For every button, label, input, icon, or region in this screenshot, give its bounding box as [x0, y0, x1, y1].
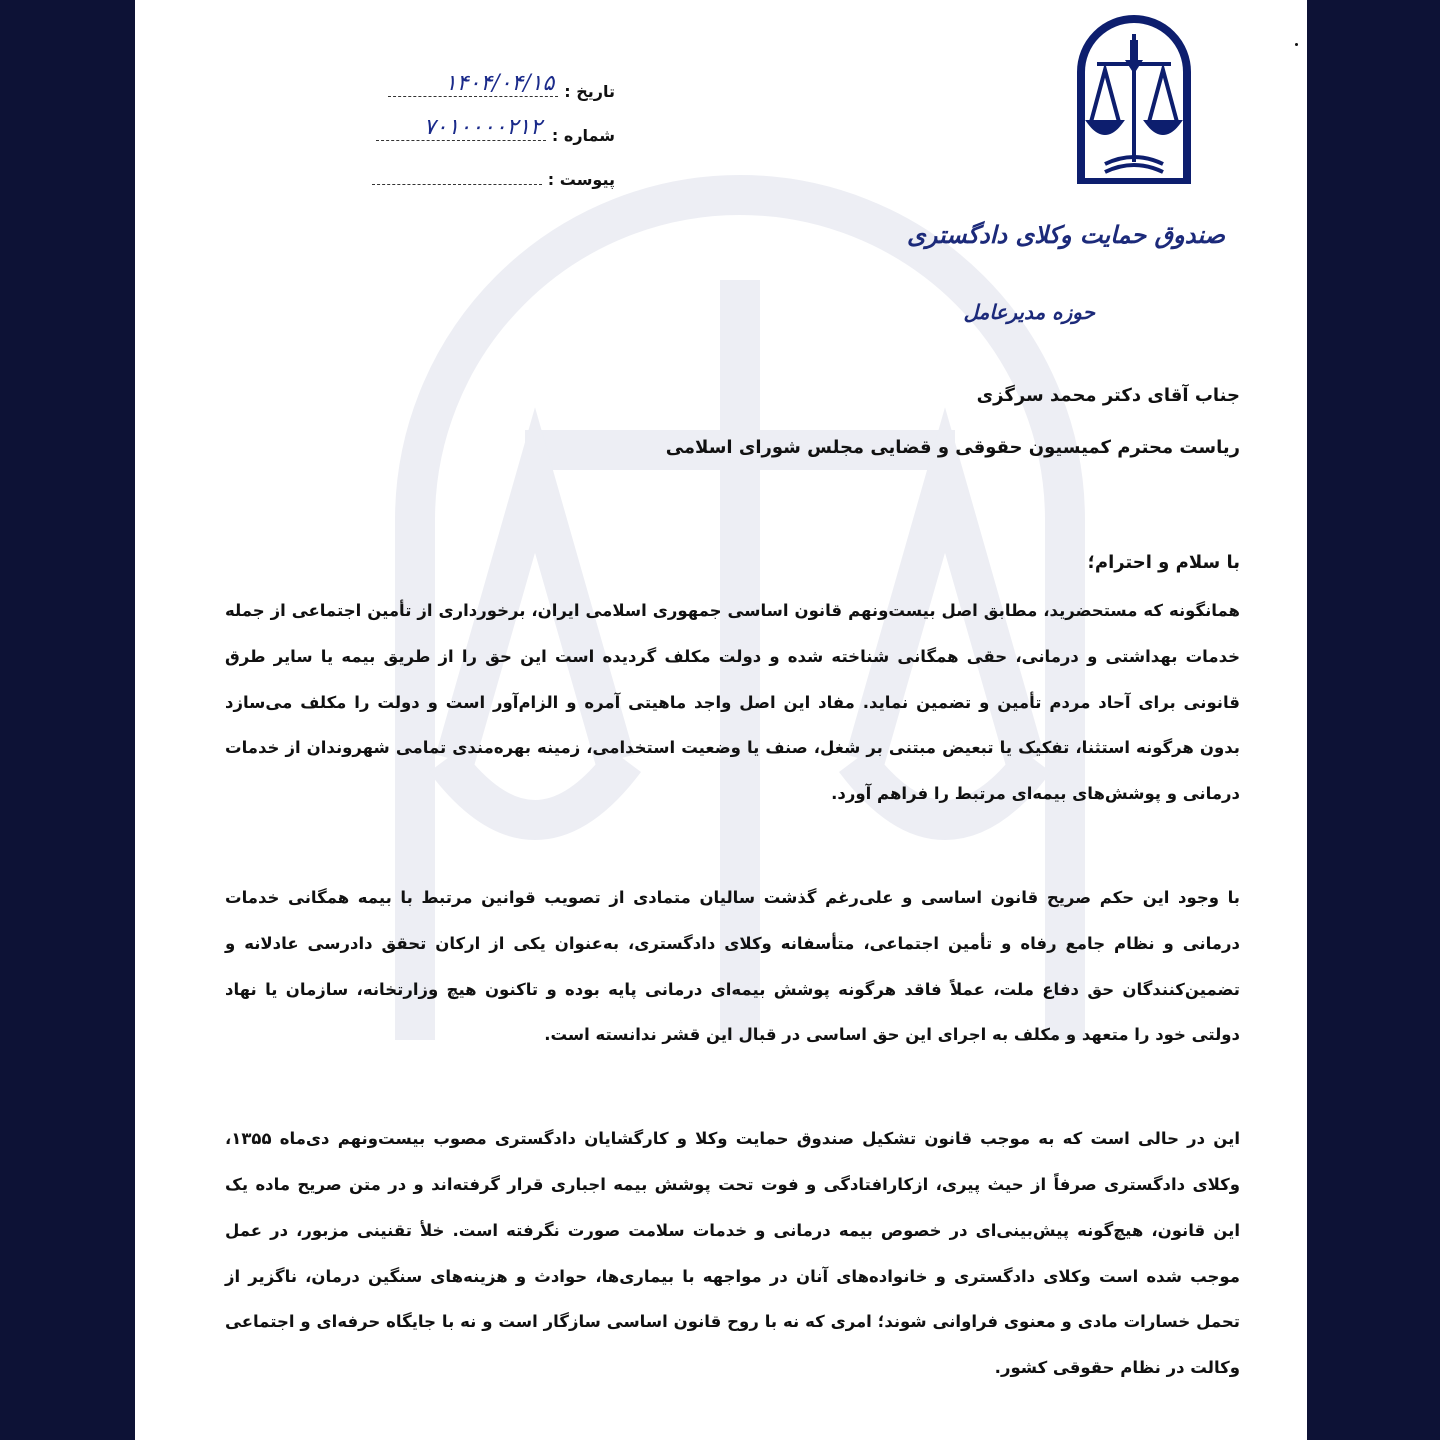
paragraph-2: با وجود این حکم صریح قانون اساسی و علی‌رغم گذشت سالیان متمادی از تصویب قوانین مرتبط با بیمه همگانی خدمات درمانی و نظام جامع رفاه و تأمین اجتماعی، متأسفانه وکلای دادگستری، به‌عنوان یکی از ارکان تحقق دادرسی عادلانه و تضمین‌کنندگان حق دفاع ملت، عملاً فاقد هرگونه پوشش بیمه‌ای درمانی پایه بوده و تاکنون هیچ وزارتخانه، سازمان یا نهاد دولتی خود را متعهد و مکلف به اجرای این حق اساسی در قبال این قشر ندانسته است.	[225, 887, 1240, 1045]
number-label: شماره :	[551, 126, 615, 145]
letter-header-fields	[255, 71, 615, 210]
date-value: ۱۴۰۴/۰۴/۱۵	[444, 71, 555, 96]
attachment-row	[255, 166, 615, 210]
attachment-line	[372, 166, 542, 185]
letter-body	[225, 370, 1240, 1391]
scales-of-justice-emblem-icon	[1075, 12, 1193, 184]
recipient-title: ریاست محترم کمیسیون حقوقی و قضایی مجلس شورای اسلامی	[665, 437, 1240, 458]
attachment-label: پیوست :	[547, 170, 615, 189]
paragraph-1: همانگونه که مستحضرید، مطابق اصل بیست‌ونهم قانون اساسی جمهوری اسلامی ایران، برخورداری از تأمین اجتماعی از جمله خدمات بهداشتی و درمانی، حقی همگانی شناخته شده و دولت مکلف گردیده است این حق را از طریق بیمه یا سایر طرق قانونی برای آحاد مردم تأمین و تضمین نماید. مفاد این اصل واجد ماهیتی آمره و الزام‌آور است و دولت را مکلف می‌سازد بدون هرگونه استثنا، تفکیک یا تبعیض مبتنی بر شغل، صنف یا وضعیت استخدامی، زمینه بهره‌مندی تمامی شهروندان از خدمات درمانی و پوشش‌های بیمه‌ای مرتبط را فراهم آورد.	[225, 601, 1240, 804]
date-line	[388, 71, 558, 97]
number-row	[255, 115, 615, 166]
department-name: حوزه مدیرعامل	[963, 300, 1095, 324]
number-line	[376, 115, 546, 141]
letter-page	[135, 0, 1307, 1440]
date-label: تاریخ :	[564, 82, 615, 101]
stray-dot	[1295, 43, 1298, 46]
recipient-name: جناب آقای دکتر محمد سرگزی	[976, 385, 1240, 406]
paragraph-3: این در حالی است که به موجب قانون تشکیل صندوق حمایت وکلا و کارگشایان دادگستری مصوب بیست‌ونهم دی‌ماه ۱۳۵۵، وکلای دادگستری صرفاً از حیث پیری، ازکارافتادگی و فوت تحت پوشش بیمه اجباری قرار گرفته‌اند و در متن صریح ماده یک این قانون، هیچ‌گونه پیش‌بینی‌ای در خصوص بیمه درمانی و خدمات سلامت صورت نگرفته است. خلأ تقنینی مزبور، در عمل موجب شده است وکلای دادگستری و خانواده‌های آنان در مواجهه با بیماری‌ها، حوادث و هزینه‌های سنگین درمان، ناگزیر از تحمل خسارات مادی و معنوی فراوانی شوند؛ امری که نه با روح قانون اساسی سازگار است و نه با جایگاه حرفه‌ای و اجتماعی وکالت در نظام حقوقی کشور.	[225, 1129, 1240, 1378]
number-value: ۷۰۱۰۰۰۰۲۱۲	[423, 115, 542, 140]
organization-name: صندوق حمایت وکلای دادگستری	[906, 220, 1225, 249]
greeting: با سلام و احترام؛	[1087, 552, 1240, 573]
